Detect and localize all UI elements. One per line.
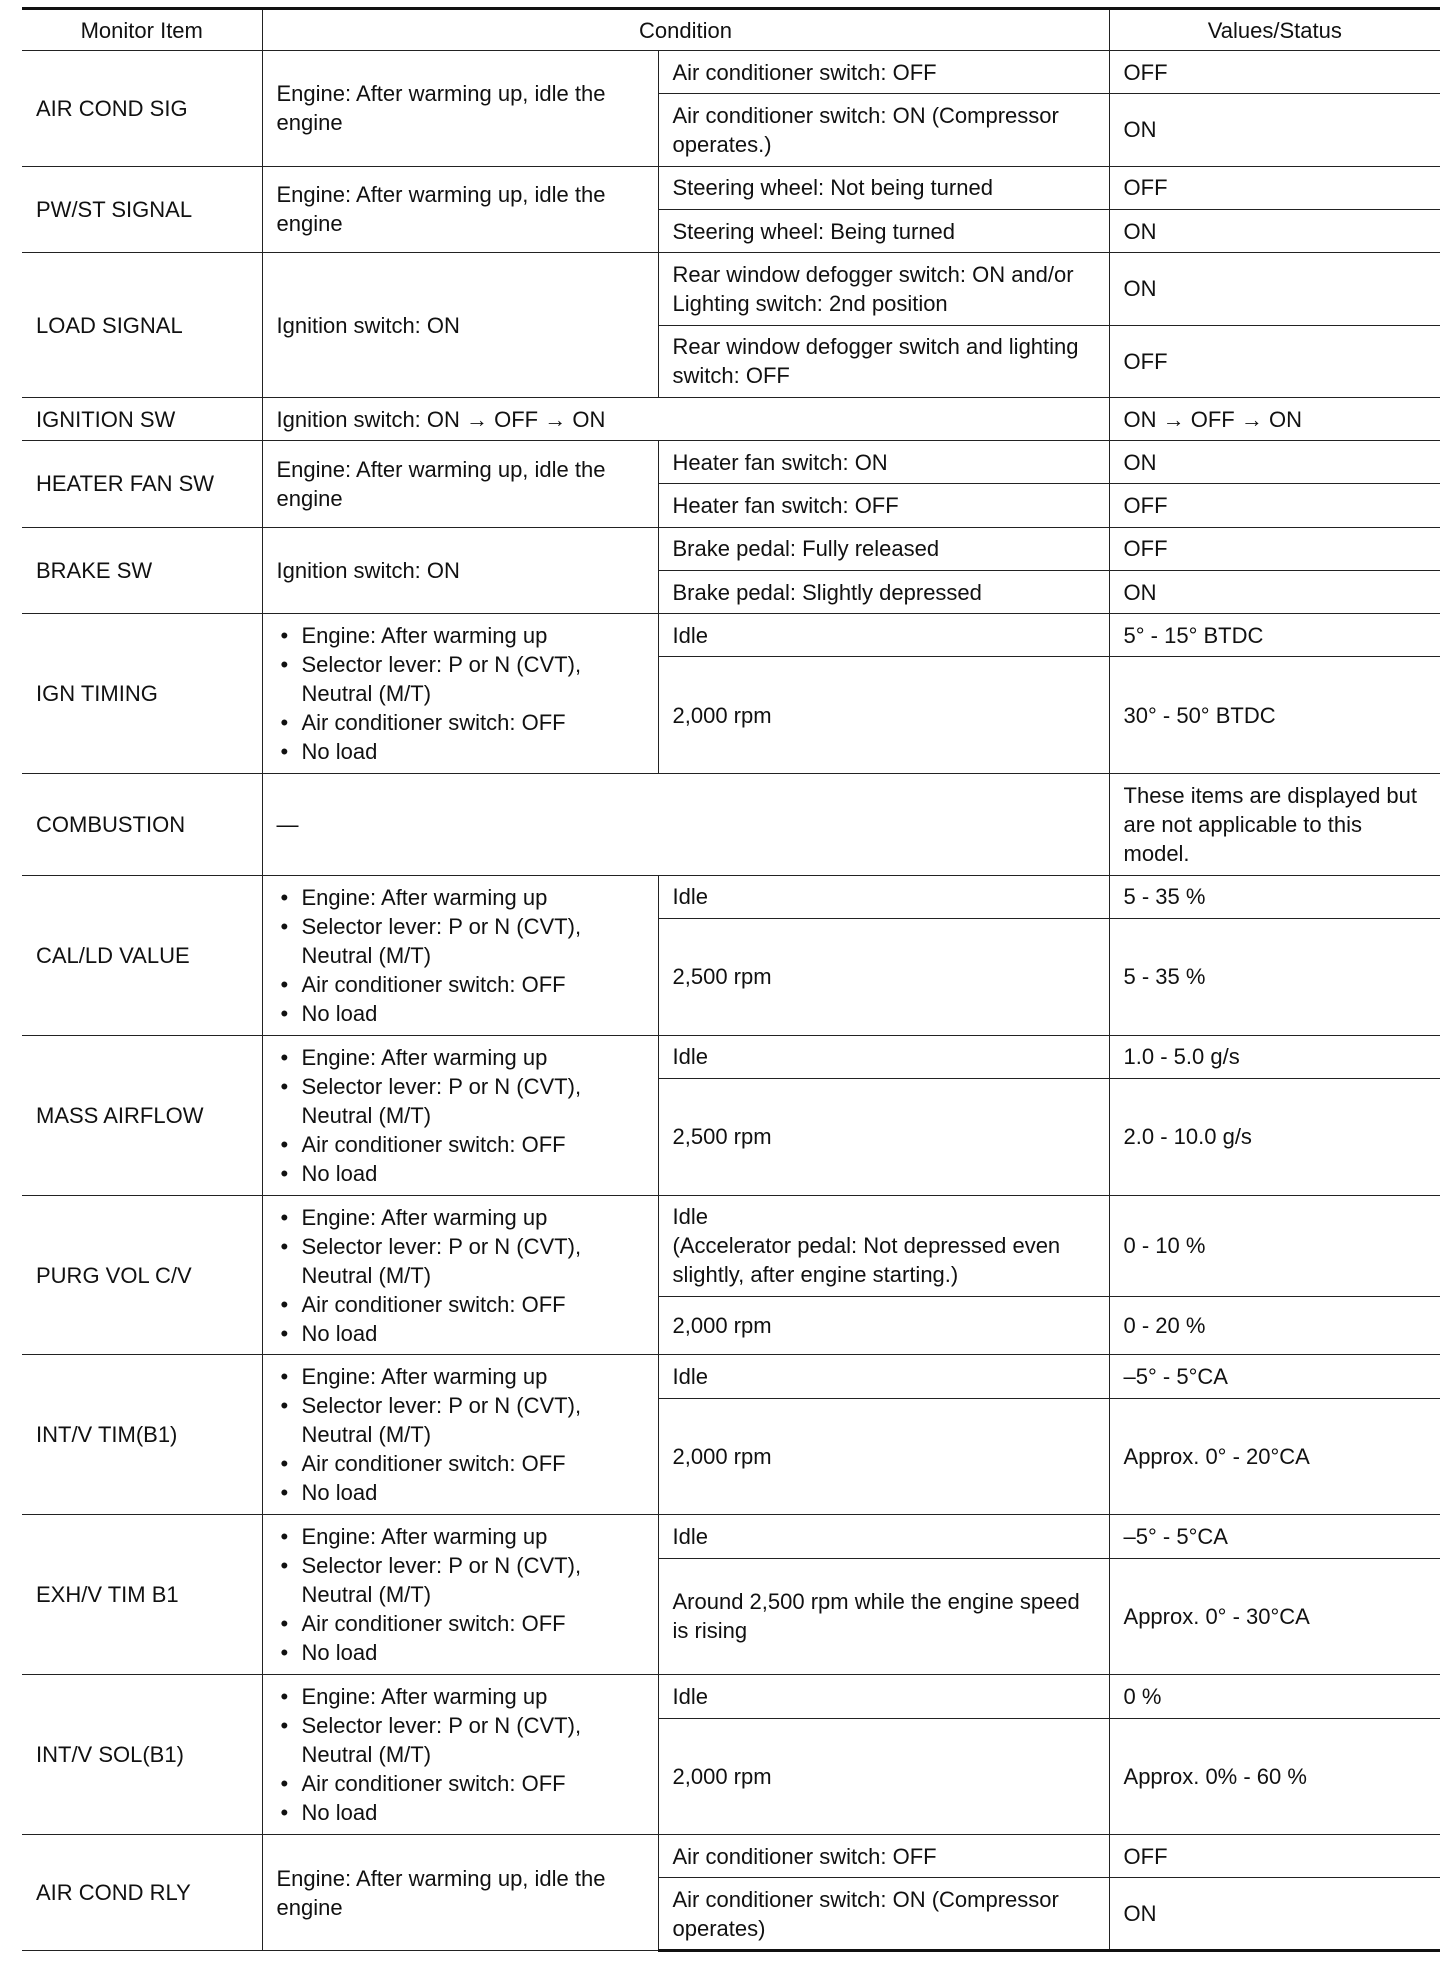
table-row [22,1835,1440,1878]
bullet-item: • Air conditioner switch: OFF [277,970,644,999]
value-cell: Approx. 0% - 60 % [1109,1718,1440,1835]
sub-condition-cell: 2,500 rpm [658,918,1109,1035]
sub-condition-cell: Heater fan switch: ON [658,441,1109,484]
bullet-item: • Air conditioner switch: OFF [277,1609,644,1638]
sub-condition-cell: Idle [658,1035,1109,1078]
value-cell: ON [1109,209,1440,252]
value-cell: Approx. 0° - 30°CA [1109,1558,1440,1675]
sub-condition-cell: Heater fan switch: OFF [658,484,1109,527]
condition-bullet-list [277,1203,644,1348]
condition-cell [262,1355,658,1515]
bullet-item: • Selector lever: P or N (CVT), Neutral (M/T) [277,1551,644,1609]
table-row [22,774,1440,876]
condition-cell: Ignition switch: ON [262,253,658,398]
condition-cell: Engine: After warming up, idle the engine [262,441,658,528]
bullet-item: • Engine: After warming up [277,1522,644,1551]
table-row [22,614,1440,657]
value-cell: 5° - 15° BTDC [1109,614,1440,657]
sub-condition-cell: 2,500 rpm [658,1078,1109,1195]
monitor-item-cell: INT/V SOL(B1) [22,1675,262,1835]
bullet-item: • Engine: After warming up [277,883,644,912]
bullet-item: • Engine: After warming up [277,1043,644,1072]
monitor-item-cell: IGN TIMING [22,614,262,774]
sub-condition-cell: Rear window defogger switch and lighting switch: OFF [658,325,1109,397]
condition-cell [262,1035,658,1195]
condition-bullet-list [277,1362,644,1507]
value-cell: 2.0 - 10.0 g/s [1109,1078,1440,1195]
bullet-item: • No load [277,737,644,766]
sub-condition-cell: 2,000 rpm [658,657,1109,774]
value-cell: –5° - 5°CA [1109,1355,1440,1398]
monitor-item-cell: PURG VOL C/V [22,1195,262,1355]
value-cell: Approx. 0° - 20°CA [1109,1398,1440,1515]
value-cell: 5 - 35 % [1109,875,1440,918]
sub-condition-cell: Idle [658,1675,1109,1718]
table-row [22,1035,1440,1078]
sub-condition-cell: Idle [658,1515,1109,1558]
condition-cell [262,875,658,1035]
bullet-item: • Air conditioner switch: OFF [277,1290,644,1319]
bullet-item: • Selector lever: P or N (CVT), Neutral (M/T) [277,912,644,970]
monitor-item-cell: MASS AIRFLOW [22,1035,262,1195]
value-cell: ON [1109,441,1440,484]
table-row [22,397,1440,440]
value-cell: These items are displayed but are not applicable to this model. [1109,774,1440,876]
bullet-item: • Selector lever: P or N (CVT), Neutral (M/T) [277,1391,644,1449]
value-cell: 5 - 35 % [1109,918,1440,1035]
condition-cell [262,1515,658,1675]
sub-condition-cell: Air conditioner switch: ON (Compressor operates.) [658,94,1109,166]
condition-cell: Engine: After warming up, idle the engine [262,51,658,167]
sub-condition-cell: 2,000 rpm [658,1398,1109,1515]
sub-condition-cell: Around 2,500 rpm while the engine speed is rising [658,1558,1109,1675]
value-cell: OFF [1109,527,1440,570]
value-cell: 0 % [1109,1675,1440,1718]
table-row [22,875,1440,918]
value-cell: ON [1109,94,1440,166]
bullet-item: • Engine: After warming up [277,1362,644,1391]
sub-condition-cell: Brake pedal: Slightly depressed [658,570,1109,613]
condition-cell [262,614,658,774]
monitor-item-cell: IGNITION SW [22,397,262,440]
value-cell: OFF [1109,484,1440,527]
table-row [22,1675,1440,1718]
table-row [22,253,1440,325]
sub-condition-cell: Air conditioner switch: ON (Compressor operates) [658,1878,1109,1951]
sub-condition-cell: Idle [658,614,1109,657]
value-cell: ON → OFF → ON [1109,397,1440,440]
table-row [22,1515,1440,1558]
monitor-item-cell: AIR COND RLY [22,1835,262,1951]
header-monitor-item: Monitor Item [22,9,262,51]
value-cell: –5° - 5°CA [1109,1515,1440,1558]
monitor-item-cell: COMBUSTION [22,774,262,876]
monitor-spec-table [22,7,1440,1952]
monitor-item-cell: LOAD SIGNAL [22,253,262,398]
value-cell: OFF [1109,166,1440,209]
bullet-item: • Engine: After warming up [277,1682,644,1711]
table-row [22,51,1440,94]
table-row [22,1195,1440,1297]
condition-bullet-list [277,1682,644,1827]
bullet-item: • No load [277,1478,644,1507]
condition-cell [262,1195,658,1355]
condition-bullet-list [277,1522,644,1667]
bullet-item: • Air conditioner switch: OFF [277,1449,644,1478]
sub-condition-cell: Rear window defogger switch: ON and/or Lighting switch: 2nd position [658,253,1109,325]
sub-condition-cell: Idle [658,1355,1109,1398]
bullet-item: • No load [277,999,644,1028]
bullet-item: • No load [277,1798,644,1827]
condition-cell: — [262,774,1109,876]
value-cell: ON [1109,1878,1440,1951]
condition-cell: Engine: After warming up, idle the engine [262,1835,658,1951]
monitor-item-cell: EXH/V TIM B1 [22,1515,262,1675]
bullet-item: • Selector lever: P or N (CVT), Neutral (M/T) [277,1232,644,1290]
bullet-item: • No load [277,1319,644,1348]
table-row [22,1355,1440,1398]
table-row [22,527,1440,570]
sub-condition-cell: Steering wheel: Being turned [658,209,1109,252]
bullet-item: • No load [277,1159,644,1188]
value-cell: OFF [1109,1835,1440,1878]
sub-condition-cell: Brake pedal: Fully released [658,527,1109,570]
monitor-item-cell: INT/V TIM(B1) [22,1355,262,1515]
value-cell: 0 - 10 % [1109,1195,1440,1297]
table-row [22,441,1440,484]
bullet-item: • Air conditioner switch: OFF [277,1769,644,1798]
bullet-item: • Selector lever: P or N (CVT), Neutral (M/T) [277,1072,644,1130]
bullet-item: • Air conditioner switch: OFF [277,708,644,737]
value-cell: 0 - 20 % [1109,1297,1440,1355]
condition-cell: Ignition switch: ON [262,527,658,614]
bullet-item: • Selector lever: P or N (CVT), Neutral (M/T) [277,1711,644,1769]
condition-bullet-list [277,883,644,1028]
monitor-item-cell: BRAKE SW [22,527,262,614]
bullet-item: • Engine: After warming up [277,621,644,650]
value-cell: ON [1109,253,1440,325]
sub-condition-cell: Steering wheel: Not being turned [658,166,1109,209]
sub-condition-cell: 2,000 rpm [658,1718,1109,1835]
bullet-item: • Air conditioner switch: OFF [277,1130,644,1159]
condition-cell [262,1675,658,1835]
sub-condition-cell: Air conditioner switch: OFF [658,1835,1109,1878]
monitor-item-cell: PW/ST SIGNAL [22,166,262,253]
bullet-item: • Selector lever: P or N (CVT), Neutral (M/T) [277,650,644,708]
value-cell: 1.0 - 5.0 g/s [1109,1035,1440,1078]
value-cell: OFF [1109,325,1440,397]
bullet-item: • Engine: After warming up [277,1203,644,1232]
bullet-item: • No load [277,1638,644,1667]
monitor-item-cell: CAL/LD VALUE [22,875,262,1035]
condition-bullet-list [277,1043,644,1188]
sub-condition-cell: Idle (Accelerator pedal: Not depressed even slightly, after engine starting.) [658,1195,1109,1297]
sub-condition-cell: Air conditioner switch: OFF [658,51,1109,94]
condition-cell: Ignition switch: ON → OFF → ON [262,397,1109,440]
value-cell: OFF [1109,51,1440,94]
header-condition: Condition [262,9,1109,51]
table-row [22,166,1440,209]
header-row [22,9,1440,51]
condition-cell: Engine: After warming up, idle the engine [262,166,658,253]
monitor-item-cell: AIR COND SIG [22,51,262,167]
monitor-item-cell: HEATER FAN SW [22,441,262,528]
condition-bullet-list [277,621,644,766]
value-cell: 30° - 50° BTDC [1109,657,1440,774]
sub-condition-cell: Idle [658,875,1109,918]
value-cell: ON [1109,570,1440,613]
sub-condition-cell: 2,000 rpm [658,1297,1109,1355]
header-values-status: Values/Status [1109,9,1440,51]
